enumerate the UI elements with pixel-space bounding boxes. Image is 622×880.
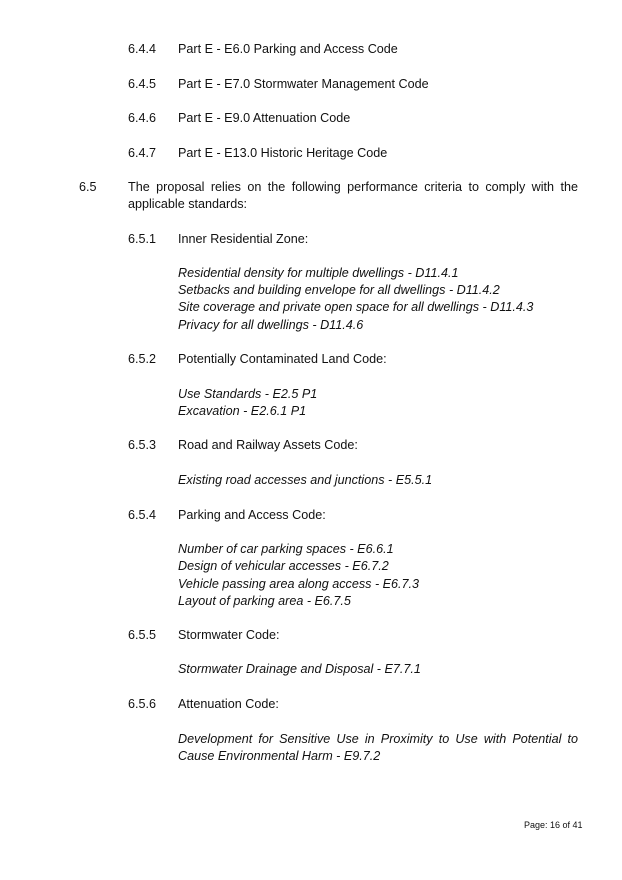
subsection-heading: Inner Residential Zone:: [178, 232, 309, 246]
item-number: 6.4.7: [128, 146, 157, 160]
subsection-heading: Stormwater Code:: [178, 628, 280, 642]
criterion: Stormwater Drainage and Disposal - E7.7.1: [178, 662, 421, 676]
criterion: Site coverage and private open space for all dwellings - D11.4.3: [178, 300, 534, 314]
subsection-heading: Attenuation Code:: [178, 697, 279, 711]
section-number: 6.5: [79, 180, 97, 194]
subsection-number: 6.5.2: [128, 352, 157, 366]
criterion: Excavation - E2.6.1 P1: [178, 404, 307, 418]
item-text: Part E - E6.0 Parking and Access Code: [178, 42, 398, 56]
criterion: Layout of parking area - E6.7.5: [178, 594, 351, 608]
criterion: Vehicle passing area along access - E6.7.3: [178, 577, 420, 591]
section-paragraph: The proposal relies on the following performance criteria to comply with the applicable standards:: [128, 180, 578, 211]
item-number: 6.4.4: [128, 42, 157, 56]
criterion: Privacy for all dwellings - D11.4.6: [178, 318, 364, 332]
subsection-heading: Potentially Contaminated Land Code:: [178, 352, 387, 366]
criterion: Development for Sensitive Use in Proximity to Use with Potential to Cause Environmental Harm - E9.7.2: [178, 732, 578, 763]
subsection-number: 6.5.1: [128, 232, 157, 246]
subsection-number: 6.5.6: [128, 697, 157, 711]
criterion: Residential density for multiple dwellings - D11.4.1: [178, 266, 459, 280]
item-number: 6.4.6: [128, 111, 157, 125]
item-number: 6.4.5: [128, 77, 157, 91]
criterion: Setbacks and building envelope for all dwellings - D11.4.2: [178, 283, 500, 297]
item-text: Part E - E13.0 Historic Heritage Code: [178, 146, 388, 160]
subsection-number: 6.5.4: [128, 508, 157, 522]
item-text: Part E - E9.0 Attenuation Code: [178, 111, 351, 125]
subsection-heading: Road and Railway Assets Code:: [178, 438, 358, 452]
subsection-number: 6.5.3: [128, 438, 157, 452]
criterion: Number of car parking spaces - E6.6.1: [178, 542, 394, 556]
subsection-heading: Parking and Access Code:: [178, 508, 326, 522]
criterion: Use Standards - E2.5 P1: [178, 387, 318, 401]
criterion: Design of vehicular accesses - E6.7.2: [178, 559, 389, 573]
page-number: Page: 16 of 41: [524, 820, 583, 830]
item-text: Part E - E7.0 Stormwater Management Code: [178, 77, 429, 91]
criterion: Existing road accesses and junctions - E5.5.1: [178, 473, 433, 487]
subsection-number: 6.5.5: [128, 628, 157, 642]
